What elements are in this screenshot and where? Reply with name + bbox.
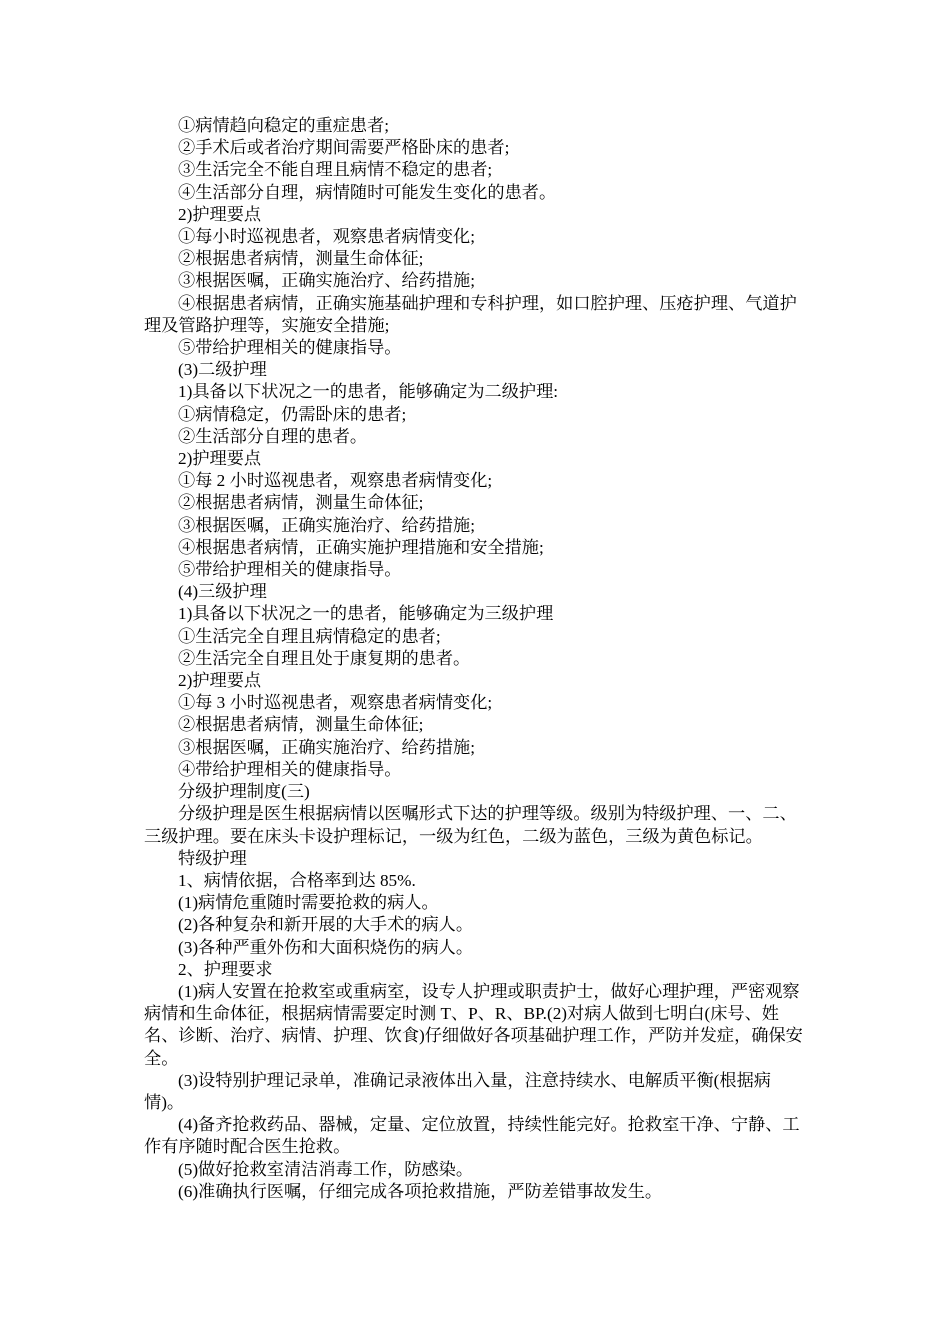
paragraph: (1)病人安置在抢救室或重病室，设专人护理或职责护士，做好心理护理，严密观察病情和生命体征，根据病情需要定时测 T、P、R、BP.(2)对病人做到七明白(床号、姓名、诊断、治疗、病情、护理、饮食)仔细做好各项基础护理工作，严防并发症，确保安全。 <box>144 981 803 1068</box>
paragraph: ③根据医嘱，正确实施治疗、给药措施; <box>178 515 475 535</box>
paragraph: (1)病情危重随时需要抢救的病人。 <box>178 893 439 913</box>
document-body <box>144 115 808 1203</box>
section-heading: 2、护理要求 <box>178 959 273 979</box>
paragraph: ⑤带给护理相关的健康指导。 <box>178 338 402 358</box>
paragraph: ④生活部分自理，病情随时可能发生变化的患者。 <box>178 182 557 202</box>
paragraph: (3)各种严重外伤和大面积烧伤的病人。 <box>178 937 474 957</box>
paragraph: (4)备齐抢救药品、器械，定量、定位放置，持续性能完好。抢救室干净、宁静、工作有序随时配合医生抢救。 <box>144 1115 800 1157</box>
section-heading: 特级护理 <box>178 848 247 868</box>
paragraph: 1)具备以下状况之一的患者，能够确定为三级护理 <box>178 604 554 624</box>
paragraph: (2)各种复杂和新开展的大手术的病人。 <box>178 915 474 935</box>
paragraph: ②生活部分自理的患者。 <box>178 426 368 446</box>
section-heading: 2)护理要点 <box>178 204 262 224</box>
paragraph: 分级护理是医生根据病情以医嘱形式下达的护理等级。级别为特级护理、一、二、三级护理。要在床头卡设护理标记，一级为红色，二级为蓝色，三级为黄色标记。 <box>144 804 797 846</box>
paragraph: ③根据医嘱，正确实施治疗、给药措施; <box>178 737 475 757</box>
paragraph: ⑤带给护理相关的健康指导。 <box>178 560 402 580</box>
paragraph: ②生活完全自理且处于康复期的患者。 <box>178 648 471 668</box>
paragraph: ①每 2 小时巡视患者，观察患者病情变化; <box>178 471 493 491</box>
paragraph: ③根据医嘱，正确实施治疗、给药措施; <box>178 271 475 291</box>
paragraph: ①每 3 小时巡视患者，观察患者病情变化; <box>178 693 493 713</box>
section-heading: 2)护理要点 <box>178 449 262 469</box>
paragraph: ②根据患者病情，测量生命体征; <box>178 249 424 269</box>
paragraph: ④根据患者病情，正确实施基础护理和专科护理，如口腔护理、压疮护理、气道护理及管路护理等，实施安全措施; <box>144 293 797 335</box>
paragraph: 1、病情依据，合格率到达 85%. <box>178 870 416 890</box>
paragraph: (6)准确执行医嘱，仔细完成各项抢救措施，严防差错事故发生。 <box>178 1181 663 1201</box>
paragraph: ①生活完全自理且病情稳定的患者; <box>178 626 441 646</box>
paragraph: ②根据患者病情，测量生命体征; <box>178 493 424 513</box>
paragraph: ③生活完全不能自理且病情不稳定的患者; <box>178 160 493 180</box>
paragraph: ④带给护理相关的健康指导。 <box>178 759 402 779</box>
section-heading: 2)护理要点 <box>178 671 262 691</box>
paragraph: (3)设特别护理记录单，准确记录液体出入量，注意持续水、电解质平衡(根据病情)。 <box>144 1070 771 1112</box>
paragraph: 1)具备以下状况之一的患者，能够确定为二级护理: <box>178 382 559 402</box>
paragraph: ①病情稳定，仍需卧床的患者; <box>178 404 407 424</box>
section-heading: (3)二级护理 <box>178 360 267 380</box>
paragraph: ②根据患者病情，测量生命体征; <box>178 715 424 735</box>
paragraph: ①病情趋向稳定的重症患者; <box>178 116 390 135</box>
paragraph: (5)做好抢救室清洁消毒工作，防感染。 <box>178 1159 474 1179</box>
section-heading: 分级护理制度(三) <box>178 782 310 802</box>
paragraph: ②手术后或者治疗期间需要严格卧床的患者; <box>178 138 510 158</box>
paragraph: ①每小时巡视患者，观察患者病情变化; <box>178 227 475 247</box>
section-heading: (4)三级护理 <box>178 582 267 602</box>
paragraph: ④根据患者病情，正确实施护理措施和安全措施; <box>178 537 544 557</box>
